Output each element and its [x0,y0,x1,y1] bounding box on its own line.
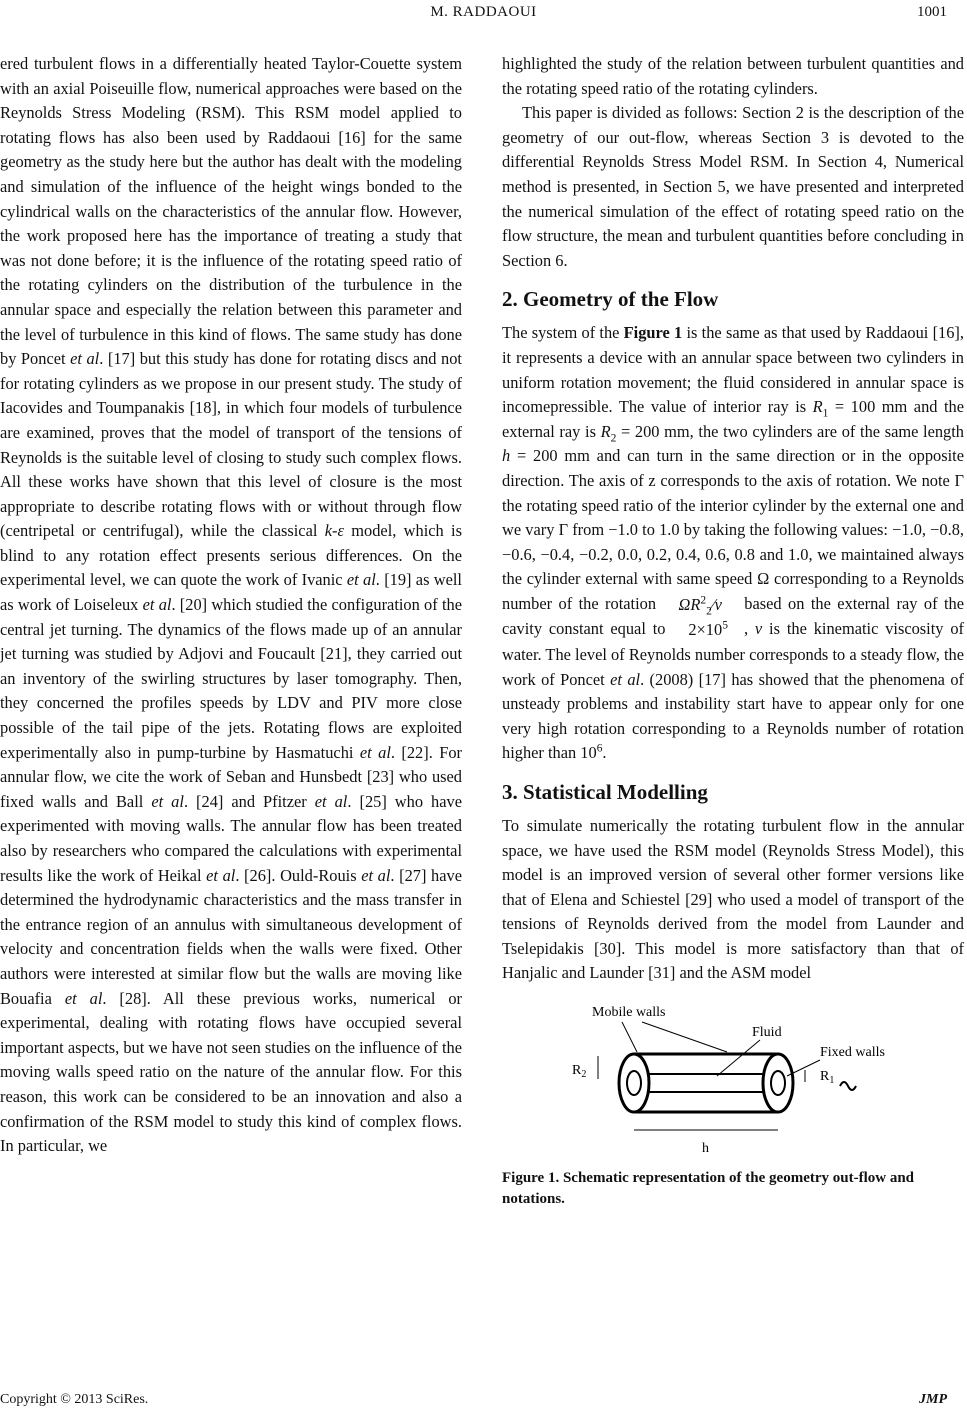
fluid-label: Fluid [752,1025,782,1041]
mobile-walls-leader-1 [622,1022,637,1052]
reynolds-value: $2\times 10^5$ [688,619,728,640]
figure-1-caption: Figure 1. Schematic representation of the geometry out-flow and notations. [502,1170,915,1208]
fixed-walls-label: Fixed walls [820,1045,885,1061]
section-2-heading: 2. Geometry of the Flow [502,287,719,312]
journal-footer: JMP [919,1392,947,1407]
modelling-paragraph: To simulate numerically the rotating turbulent flow in the annular space, we have used the RSM model (Reynolds Stress Model), this model is an improved version of several other former versions like that of Elena and Schiestel [29] who used a model of transport of the tensions of Reynolds derived from the model from Launder and Tselepidakis [30]. This model is more satisfactory than that of Hanjalic and Launder [31] and the ASM model [502,815,964,983]
figure-1-reference[interactable]: Figure 1 [623,323,683,343]
running-header-author: M. RADDAOUI [430,4,537,20]
figure-1-diagram [502,994,964,1164]
cylinder-schematic [502,994,964,1164]
reynolds-formula: $\Omega R^2_2⁄\nu$ [678,594,722,618]
mobile-walls-leader-2 [642,1022,727,1052]
geometry-paragraph: The system of the Figure 1 is the same as that used by Raddaoui [16], it represents a device with an annular space between two cylinders in uniform rotation movement; the fluid considered in annular space is incomepressible. The value of interior ray is $R_1 = 100$ mm and the external ray is $R_2 = 200$ mm, the two cylinders are of the same length h = 200 mm and can turn in the same direction or in the opposite direction. The axis of z corresponds to the axis of rotation. We note Γ the rotating speed ratio of the interior cylinder by the external one and we vary Γ from −1.0 to 1.0 by taking the following values: −1.0, −0.8, −0.6, −0.4, −0.2, 0.0, 0.2, 0.4, 0.6, 0.8 and 1.0, we maintained always the cylinder external with same speed Ω corresponding to a Reynolds number of the rotation $\Omega R^2_2⁄\nu$ based on the external ray of the cavity constant equal to $2\times 10^5$ , ν is the kinematic viscosity of water. The level of Reynolds number corresponds to a steady flow, the work of Poncet et al. (2008) [17] has showed that the phenomena of unsteady problems and instability start have to appear only for one very high rotation corresponding to a Reynolds number of rotation higher than $10^6$. [502,323,964,763]
mobile-walls-label: Mobile walls [592,1005,666,1021]
intro-paragraph-end: highlighted the study of the relation between turbulent quantities and the rotating speed ratio of the rotating cylinders. [502,54,964,98]
outline-paragraph: This paper is divided as follows: Section 2 is the description of the geometry of our out-flow, whereas Section 3 is devoted to the differential Reynolds Stress Model RSM. In Section 4, Numerical method is presented, in Section 5, we have presented and interpreted the numerical simulation of the effect of rotating speed ratio on the flow structure, the mean and turbulent quantities before concluding in Section 6. [502,103,964,270]
left-end-inner [627,1071,641,1095]
rotation-arrow-icon [840,1082,856,1090]
section-3-heading: 3. Statistical Modelling [502,779,708,804]
h-label: h [702,1141,709,1157]
r2-label: $R_2$ [572,1063,587,1081]
page-number: 1001 [917,4,947,20]
left-column [0,52,462,1159]
left-paragraph: ered turbulent flows in a differentially heated Taylor-Couette system with an axial Poiseuille flow, numerical approaches were based on the Reynolds Stress Modeling (RSM). This RSM model applied to rotating flows has also been used by Raddaoui [16] for the same geometry as the study here but the author has dealt with the modeling and simulation of the influence of the height wings bonded to the cylindrical walls on the characteristics of the annular flow. However, the work proposed here has the importance of treating a study that was not done before; it is the influence of the rotating speed ratio of the rotating cylinders on the distribution of the turbulence in the annular space and especially the relation between this parameter and the level of turbulence in this kind of flows. The same study has done by Poncet et al. [17] but this study has done for rotating discs and not for rotating cylinders as we propose in our present study. The study of Iacovides and Toumpanakis [18], in which four models of turbulence are examined, proves that the model of transport of the tensions of Reynolds is the suitable level of closing to study such complex flows. All these works have shown that this level of closure is the most appropriate to describe rotating flows with or without through flow (centripetal or centrifugal), while the classical k-ε model, which is blind to any rotation effect presents serious differences. On the experimental level, we can quote the work of Ivanic et al. [19] as well as work of Loiseleux et al. [20] which studied the configuration of the central jet turning. The dynamics of the flows made up of an annular jet turning was studied by Adjovi and Foucault [21], they carried out an inventory of the swirling structures by laser tomography. Then, they concerned the profiles speeds by LDV and PIV more close possible of the tail pipe of the jets. Rotating flows are exploited experimentally also in pump-turbine by Hasmatuchi et al. [22]. For annular flow, we cite the work of Seban and Hunsbedt [23] who used fixed walls and Ball et al. [24] and Pfitzer et al. [25] who have experimented with moving walls. The annular flow has been treated also by researchers who compared the calculations with experimental results like the work of Heikal et al. [26]. Ould-Rouis et al. [27] have determined the hydrodynamic characteristics and the mass transfer in the entrance region of an annulus with simultaneous development of velocity and concentration fields when the walls were fixed. Other authors were interested at similar flow but the walls are moving like Bouafia et al. [28]. All these previous works, numerical or experimental, dealing with rotating flows have occupied several important aspects, but we have not seen studies on the influence of the moving walls speed ratio on the nature of the annular flow. For this reason, this work can be considered to be an innovation and also a confirmation of the RSM model to study this kind of complex flows. In particular, we [0,54,463,1156]
copyright-footer: Copyright © 2013 SciRes. [0,1392,149,1407]
right-end-inner [771,1071,785,1095]
right-column [502,52,964,1210]
r1-label: $R_1$ [820,1069,835,1087]
fluid-leader [717,1040,760,1076]
